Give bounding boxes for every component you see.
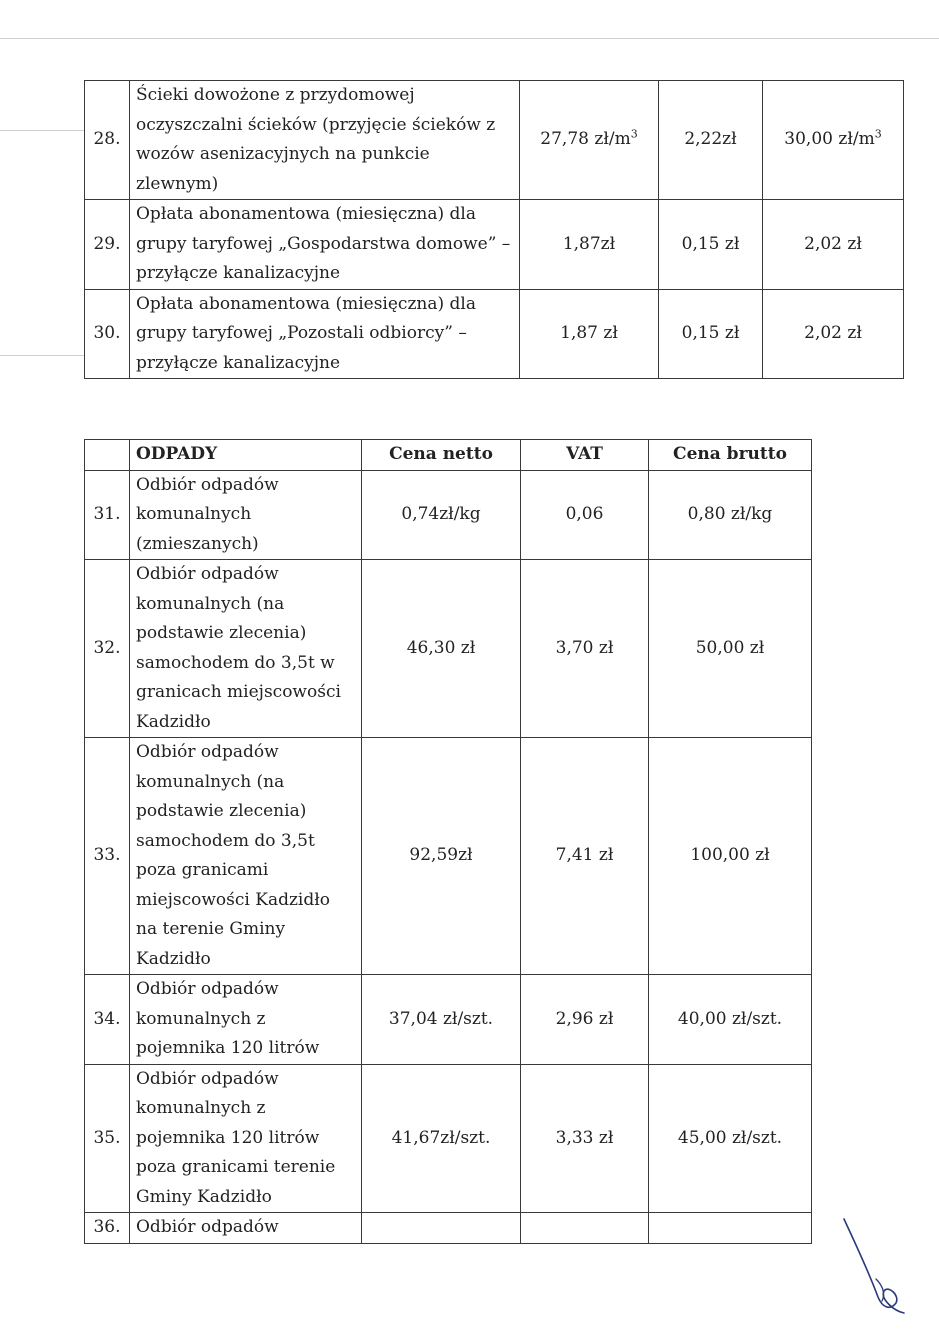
- service-description: [130, 470, 362, 560]
- description-line: Odbiór odpadów: [136, 742, 279, 762]
- row-number: 29.: [85, 200, 130, 290]
- scan-artifact: [0, 130, 84, 131]
- header-number: [85, 440, 130, 471]
- description-line: podstawie zlecenia): [136, 801, 307, 821]
- table-row: [85, 1213, 812, 1244]
- unit-superscript: 3: [630, 127, 638, 141]
- description-line: Opłata abonamentowa (miesięczna) dla: [136, 293, 476, 314]
- service-description: [130, 738, 362, 975]
- vat-amount: 7,41 zł: [521, 738, 649, 975]
- net-price: 41,67zł/szt.: [362, 1064, 521, 1213]
- description-line: Gminy Kadzidło: [136, 1186, 272, 1207]
- table-row: [85, 560, 812, 738]
- description-line: pojemnika 120 litrów: [136, 1127, 320, 1148]
- description-line: Ścieki dowożone z przydomowej: [136, 85, 415, 105]
- row-number: 30.: [85, 289, 130, 379]
- description-line: komunalnych (na: [136, 771, 285, 792]
- service-description: [130, 81, 520, 200]
- gross-price: 100,00 zł: [649, 738, 812, 975]
- description-line: przyłącze kanalizacyjne: [136, 263, 341, 283]
- description-line: wozów asenizacyjnych na punkcie: [136, 144, 430, 164]
- net-price: 0,74zł/kg: [362, 470, 521, 560]
- description-line: granicach miejscowości: [136, 682, 341, 702]
- gross-price: [649, 1213, 812, 1244]
- table-row: [85, 975, 812, 1065]
- vat-amount: 0,06: [521, 470, 649, 560]
- table-row: [85, 738, 812, 975]
- description-line: komunalnych z: [136, 1098, 266, 1118]
- description-line: Odbiór odpadów: [136, 1068, 279, 1089]
- gross-price: 40,00 zł/szt.: [649, 975, 812, 1065]
- description-line: komunalnych: [136, 504, 252, 524]
- table-row: [85, 1064, 812, 1213]
- gross-price: 50,00 zł: [649, 560, 812, 738]
- row-number: 33.: [85, 738, 130, 975]
- row-number: 31.: [85, 470, 130, 560]
- description-line: komunalnych (na: [136, 593, 285, 614]
- row-number: 35.: [85, 1064, 130, 1213]
- gross-price: [763, 81, 904, 200]
- description-line: przyłącze kanalizacyjne: [136, 352, 341, 373]
- unit-superscript: 3: [874, 127, 882, 141]
- table-row: [85, 289, 904, 379]
- scan-artifact: [0, 355, 84, 356]
- net-price: 37,04 zł/szt.: [362, 975, 521, 1065]
- vat-amount: 2,22zł: [659, 81, 763, 200]
- description-line: (zmieszanych): [136, 533, 259, 554]
- description-line: Odbiór odpadów: [136, 474, 279, 495]
- table-row: [85, 470, 812, 560]
- description-line: podstawie zlecenia): [136, 623, 307, 643]
- header-net-price: Cena netto: [362, 440, 521, 471]
- description-line: grupy taryfowej „Pozostali odbiorcy” –: [136, 323, 467, 343]
- net-price: 46,30 zł: [362, 560, 521, 738]
- waste-price-table: [84, 439, 812, 1244]
- vat-amount: 3,33 zł: [521, 1064, 649, 1213]
- header-vat: VAT: [521, 440, 649, 471]
- description-line: Kadzidło: [136, 948, 211, 969]
- description-line: zlewnym): [136, 173, 219, 194]
- header-category: ODPADY: [130, 440, 362, 471]
- gross-price: 2,02 zł: [763, 200, 904, 290]
- service-description: [130, 560, 362, 738]
- description-line: Odbiór odpadów: [136, 1217, 279, 1237]
- service-description: [130, 1213, 362, 1244]
- net-price: 1,87 zł: [520, 289, 659, 379]
- description-line: komunalnych z: [136, 1008, 266, 1029]
- header-gross-price: Cena brutto: [649, 440, 812, 471]
- vat-amount: 3,70 zł: [521, 560, 649, 738]
- net-price: 92,59zł: [362, 738, 521, 975]
- sewage-price-table: [84, 80, 904, 379]
- net-price: 1,87zł: [520, 200, 659, 290]
- net-price: [520, 81, 659, 200]
- description-line: samochodem do 3,5t: [136, 830, 315, 851]
- table-row: [85, 200, 904, 290]
- description-line: na terenie Gminy: [136, 919, 286, 939]
- row-number: 32.: [85, 560, 130, 738]
- handwritten-signature: [838, 1215, 908, 1315]
- description-line: Odbiór odpadów: [136, 979, 279, 999]
- description-line: Kadzidło: [136, 711, 211, 732]
- vat-amount: [521, 1213, 649, 1244]
- table-row: [85, 81, 904, 200]
- description-line: Opłata abonamentowa (miesięczna) dla: [136, 204, 476, 224]
- gross-price: 0,80 zł/kg: [649, 470, 812, 560]
- description-line: pojemnika 120 litrów: [136, 1038, 320, 1058]
- description-line: oczyszczalni ścieków (przyjęcie ścieków z: [136, 114, 496, 135]
- service-description: [130, 1064, 362, 1213]
- vat-amount: 0,15 zł: [659, 289, 763, 379]
- description-line: miejscowości Kadzidło: [136, 889, 330, 910]
- net-price-value: 27,78 zł/m: [540, 129, 631, 150]
- description-line: poza granicami: [136, 860, 269, 880]
- gross-price-value: 30,00 zł/m: [784, 129, 875, 150]
- description-line: poza granicami terenie: [136, 1157, 336, 1177]
- description-line: grupy taryfowej „Gospodarstwa domowe” –: [136, 233, 511, 254]
- vat-amount: 0,15 zł: [659, 200, 763, 290]
- vat-amount: 2,96 zł: [521, 975, 649, 1065]
- service-description: [130, 200, 520, 290]
- service-description: [130, 289, 520, 379]
- scan-artifact: [0, 38, 939, 39]
- row-number: 36.: [85, 1213, 130, 1244]
- service-description: [130, 975, 362, 1065]
- row-number: 34.: [85, 975, 130, 1065]
- description-line: samochodem do 3,5t w: [136, 652, 335, 673]
- table-header-row: [85, 440, 812, 471]
- description-line: Odbiór odpadów: [136, 564, 279, 584]
- gross-price: 2,02 zł: [763, 289, 904, 379]
- net-price: [362, 1213, 521, 1244]
- gross-price: 45,00 zł/szt.: [649, 1064, 812, 1213]
- row-number: 28.: [85, 81, 130, 200]
